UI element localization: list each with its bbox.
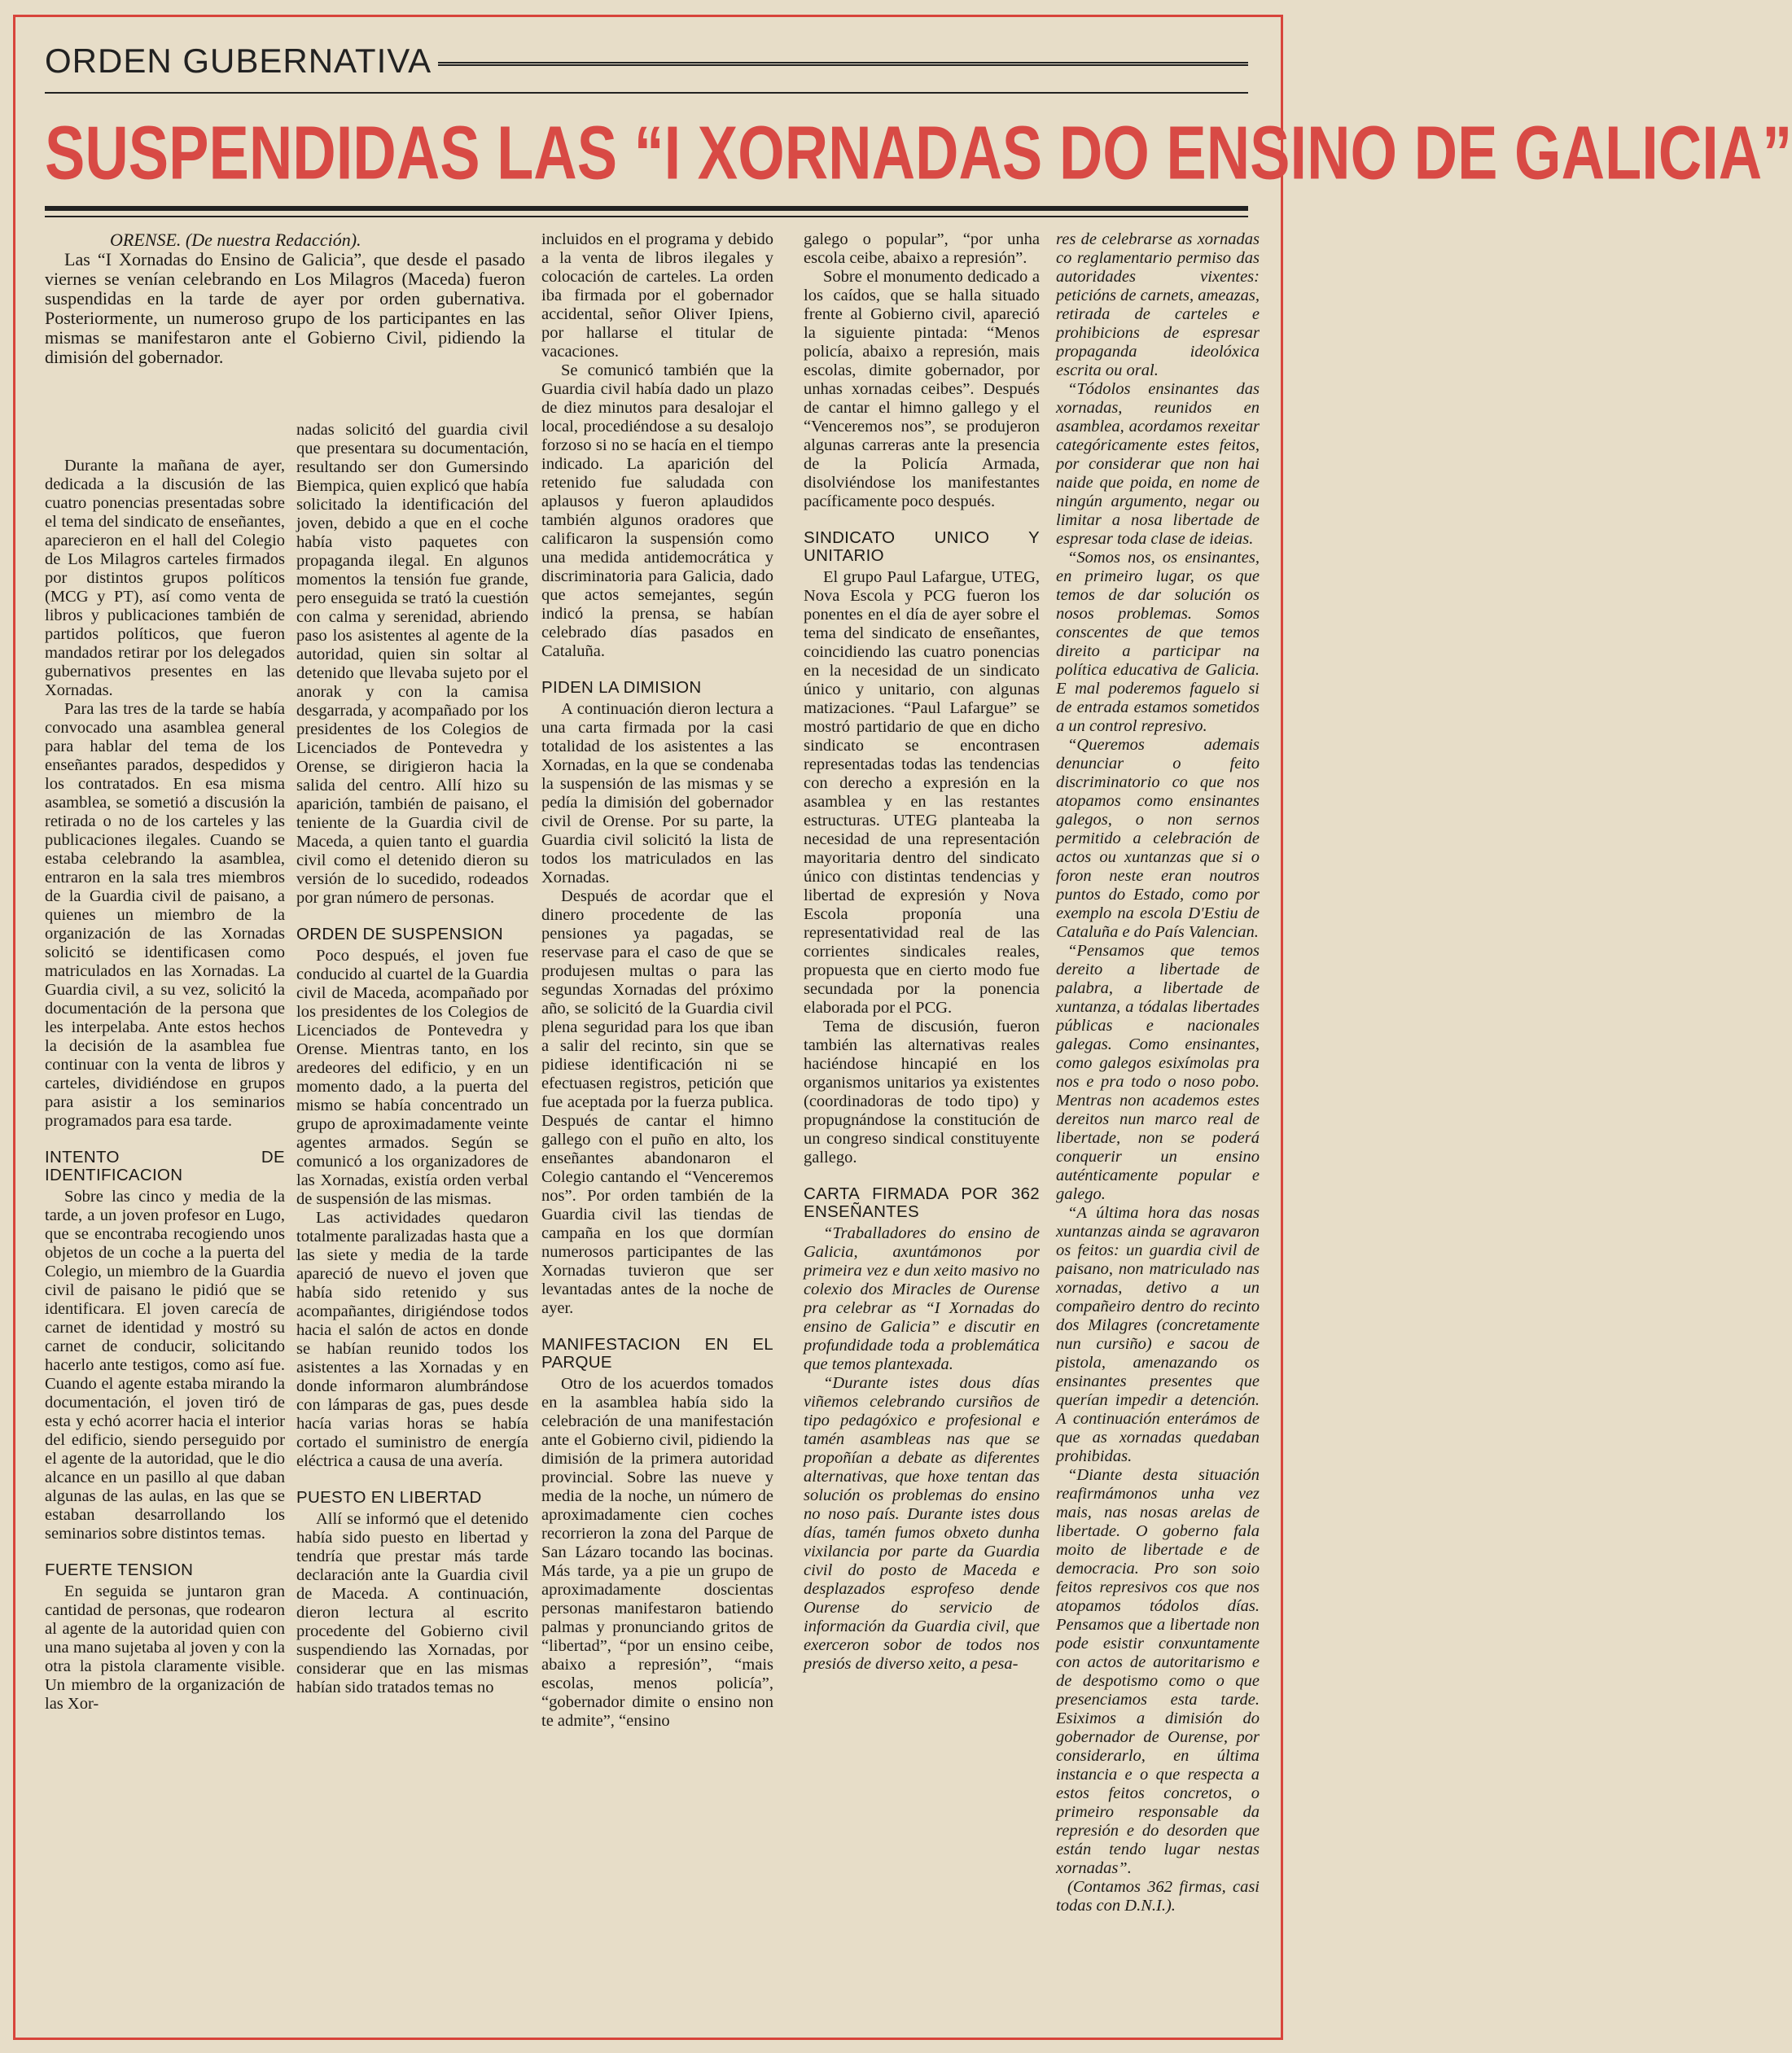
column-1	[45, 457, 285, 2020]
paragraph: A continuación dieron lectura a una carta firmada por la casi totalidad de los asistentes a las Xornadas, en la que se condenaba la suspensión de las mismas y se pedía la dimisión del gobernador civil de Orense. Por su parte, la Guardia civil solicitó la lista de todos los matriculados en las Xornadas.	[541, 700, 773, 886]
paragraph: “Tódolos ensinantes das xornadas, reunidos en asamblea, acordamos rexeitar categóricamente estes feitos, por considerar que non hai naide que poida, en nome de ningún argumento, negar ou limitar a nosa libertade de espresar toda clase de ideias.	[1056, 380, 1260, 548]
paragraph: (Contamos 362 firmas, casi todas con D.N.I.).	[1056, 1878, 1260, 1915]
paragraph: Las actividades quedaron totalmente paralizadas hasta que a las siete y media de la tarde apareció de nuevo el joven que había sido retenido y sus acompañantes, dirigiéndose todos hacia el salón de actos en donde se habían reunido todos los asistentes a las Xornadas y en donde informaron alumbrándose con lámparas de gas, pues desde hacía varias horas se había cortado el suministro de energía eléctrica a causa de una avería.	[296, 1209, 528, 1470]
paragraph: Otro de los acuerdos tomados en la asamblea había sido la celebración de una manifestación ante el Gobierno civil, pidiendo la dimisión de la primera autoridad provincial. Sobre las nueve y media de la noche, un número de aproximadamente cien coches recorrieron la zona del Parque de San Lázaro tocando las bocinas. Más tarde, ya a pie un grupo de aproximadamente doscientas personas manifestaron batiendo palmas y pronunciando gritos de “libertad”, “por un ensino ceibe, abaixo a represión”, “mais escolas, menos policía”, “gobernador dimite o ensino non te admite”, “ensino	[541, 1375, 773, 1730]
paragraph: “A última hora das nosas xuntanzas ainda se agravaron os feitos: un guardia civil de paisano, non matriculado nas xornadas, detivo a un compañeiro dentro do recinto dos Milagres (concretamente nun cursiño) e sacou de pistola, amenazando os ensinantes presentes que querían impedir a detención. A continuación enterámos de que as xornadas quedaban prohibidas.	[1056, 1204, 1260, 1465]
subheading: CARTA FIRMADA POR 362 ENSEÑANTES	[804, 1184, 1040, 1221]
paragraph: “Diante desta situación reafirmámonos unha vez mais, nas nosas arelas de libertade. O goberno fala moito de libertade e de democracia. Pro son soio feitos represivos cos que nos atopamos tódolos días. Pensamos que a libertade non pode esistir conxuntamente con actos de autoritarismo e de despotismo como o que presenciamos esta tarde. Esiximos a dimisión do gobernador de Ourense, por considerarlo, en última instancia e o que respecta a estos feitos concretos, o primeiro responsable da represión e do desorden que están tendo lugar nestas xornadas”.	[1056, 1466, 1260, 1877]
subheading: FUERTE TENSION	[45, 1561, 194, 1579]
column-2	[296, 421, 528, 2020]
subheading: PIDEN LA DIMISION	[541, 678, 702, 697]
headline-rule-thin	[45, 216, 1248, 217]
lead-paragraph	[45, 230, 525, 367]
paragraph: galego o popular”, “por unha escola ceibe, abaixo a represión”.	[804, 230, 1040, 267]
header-divider	[45, 92, 1248, 94]
paragraph: “Durante istes dous días viñemos celebrando cursiños de tipo pedagóxico e profesional e tamén asambleas nas que se propoñían a debate as diferentes alternativas, que hoxe tentan das solución os problemas do ensino no noso país. Durante istes dous días, tamén fumos obxeto dunha vixilancia por parte da Guardia civil do posto de Maceda e desplazados esprofeso dende Ourense do servicio de información da Guardia civil, que exerceron sobor de todos nos presiós de diverso xeito, a pesa-	[804, 1374, 1040, 1673]
subheading: SINDICATO UNICO Y UNITARIO	[804, 528, 1040, 565]
lead-text: Las “I Xornadas do Ensino de Galicia”, que desde el pasado viernes se venían celebrando en Los Milagros (Maceda) fueron suspendidas en la tarde de ayer por orden gubernativa. Posteriormente, un numeroso grupo de los participantes en las mismas se manifestaron ante el Gobierno Civil, pidiendo la dimisión del gobernador.	[45, 249, 525, 367]
paragraph: incluidos en el programa y debido a la venta de libros ilegales y colocación de carteles. La orden iba firmada por el gobernador accidental, señor Oliver Ipiens, por hallarse el titular de vacaciones.	[541, 230, 773, 361]
paragraph: “Pensamos que temos dereito a libertade de palabra, a libertade de xuntanza, a tódalas libertades públicas e nacionales galegas. Como ensinantes, como galegos esixímolas pra nos e pra todo o noso pobo. Mentras non academos estes dereitos nun marco real de libertade, non se poderá conquerir un ensino auténticamente popular e galego.	[1056, 942, 1260, 1203]
headline-rule-thick	[45, 206, 1248, 211]
newspaper-page	[13, 15, 1792, 2040]
paragraph: Durante la mañana de ayer, dedicada a la discusión de las cuatro ponencias presentadas sobre el tema del sindicato de enseñantes, aparecieron en el hall del Colegio de Los Milagros carteles firmados por distintos grupos políticos (MCG y PT), así como venta de libros y publicaciones también de partidos políticos, que fueron mandados retirar por los delegados gubernativos presentes en las Xornadas.	[45, 457, 285, 699]
paragraph: res de celebrarse as xornadas co reglamentario permiso das autoridades vixentes: peticións de carnets, ameazas, retirada de carteles e prohibicions de espresar propaganda ideolóxica escrita ou oral.	[1056, 230, 1260, 379]
paragraph: Se comunicó también que la Guardia civil había dado un plazo de diez minutos para desalojar el local, procediéndose a su desalojo forzoso si no se hacía en el tiempo indicado. La aparición del retenido fue saludada con aplausos y fueron aplaudidos también algunos oradores que calificaron la suspensión como una medida antidemocrática y discriminatoria para Galicia, dado que actos semejantes, según indicó la prensa, se habían celebrado días pasados en Cataluña.	[541, 361, 773, 660]
paragraph: “Traballadores do ensino de Galicia, axuntámonos por primeira vez e dun xeito masivo no colexio dos Miracles de Ourense pra celebrar as “I Xornadas do ensino de Galicia” e discutir en profundidade toda a problemática que temos plantexada.	[804, 1224, 1040, 1373]
paragraph: Tema de discusión, fueron también las alternativas reales haciéndose hincapié en los organismos unitarios ya existentes (coordinadoras de todo tipo) y propugnándose la constitución de un congreso sindical constituyente gallego.	[804, 1018, 1040, 1167]
section-header	[45, 37, 1248, 85]
headline: SUSPENDIDAS LAS “I XORNADAS DO ENSINO DE GALICIA”	[45, 110, 1792, 195]
dateline: ORENSE. (De nuestra Redacción).	[110, 230, 361, 250]
section-label: ORDEN GUBERNATIVA	[45, 42, 432, 80]
paragraph: Allí se informó que el detenido había sido puesto en libertad y tendría que prestar más tarde declaración ante la Guardia civil de Maceda. A continuación, dieron lectura al escrito procedente del Gobierno civil suspendiendo las Xornadas, por considerar que en las mismas habían sido tratados temas no	[296, 1510, 528, 1696]
paragraph: “Somos nos, os ensinantes, en primeiro lugar, os que temos de dar solución os nosos problemas. Somos conscentes de que temos direito a participar na política educativa de Galicia. E mal poderemos faguelo si de entrada estamos sometidos a un control represivo.	[1056, 549, 1260, 735]
subheading: ORDEN DE SUSPENSION	[296, 925, 504, 943]
column-5	[1056, 230, 1260, 2020]
subheading: MANIFESTACION EN EL PARQUE	[541, 1335, 773, 1372]
paragraph: Poco después, el joven fue conducido al cuartel de la Guardia civil de Maceda, acompañado por los presidentes de los Colegios de Licenciados de Pontevedra y Orense. Mientras tanto, en los aredeores del edificio, y en un momento dado, a la puerta del mismo se había concentrado un grupo de aproximadamente veinte agentes armados. Según se comunicó a los organizadores de las Xornadas, existía orden verbal de suspensión de las mismas.	[296, 947, 528, 1208]
subheading: PUESTO EN LIBERTAD	[296, 1488, 482, 1507]
paragraph: nadas solicitó del guardia civil que presentara su documentación, resultando ser don Gumersindo Biempica, quien explicó que había solicitado la identificación del joven, debido a que en el coche había visto paquetes con propaganda ilegal. En algunos momentos la tensión fue grande, pero enseguida se trató la cuestión con calma y serenidad, abriendo paso los asistentes al agente de la autoridad, quien sin soltar al detenido que llevaba sujeto por el anorak y con la camisa desgarrada, y acompañado por los presidentes de los Colegios de Licenciados de Pontevedra y Orense, se dirigieron hacia la salida del centro. Allí hizo su aparición, también de paisano, el teniente de la Guardia civil de Maceda, a quien tanto el guardia civil como el detenido dieron su versión de lo sucedido, rodeados por gran número de personas.	[296, 421, 528, 907]
paragraph: Sobre las cinco y media de la tarde, a un joven profesor en Lugo, que se encontraba recogiendo unos objetos de un coche a la puerta del Colegio, un miembro de la Guardia civil de paisano le pidió que se identificara. El joven carecía de carnet de identidad y mostró su carnet de conducir, solicitando hacerlo ante testigos, como así fue. Cuando el agente estaba mirando la documentación, el joven tiró de esta y echó acorrer hacia el interior del edificio, siendo perseguido por el agente de la autoridad, que le dio alcance en un pasillo al que daban algunas de las aulas, en las que se estaban desarrollando los seminarios sobre distintos temas.	[45, 1188, 285, 1543]
section-rule	[438, 62, 1248, 66]
paragraph: “Queremos ademais denunciar o feito discriminatorio co que nos atopamos como ensinantes galegos, o non sernos permitido a celebración de actos ou xuntanzas que si o foron neste eran noutros puntos do Estado, como por exemplo na escola D'Estiu de Cataluña e do País Valencian.	[1056, 736, 1260, 941]
paragraph: El grupo Paul Lafargue, UTEG, Nova Escola y PCG fueron los ponentes en el día de ayer sobre el tema del sindicato de enseñantes, coincidiendo las cuatro ponencias en la necesidad de un sindicato único y unitario, con algunas matizaciones. “Paul Lafargue” se mostró partidario de que en dicho sindicato se encontrasen representadas todas las tendencias con derecho a expresión en la asamblea y en las restantes estructuras. UTEG planteaba la necesidad de una representación mayoritaria dentro del sindicato único con distintas tendencias y libertad de expresión y Nova Escola proponía una representatividad real de las corrientes sindicales reales, propuesta que en cierto modo fue secundada por la ponencia elaborada por el PCG.	[804, 568, 1040, 1017]
paragraph: Para las tres de la tarde se había convocado una asamblea general para hablar del tema de los enseñantes parados, despedidos y los contratados. En esa misma asamblea, se sometió a discusión la retirada o no de los carteles y las publicaciones ilegales. Cuando se estaba celebrando la asamblea, entraron en la sala tres miembros de la Guardia civil de paisano, a quienes un miembro de la organización de las Xornadas solicitó se identificasen como matriculados en las Xornadas. La Guardia civil, a su vez, solicitó la documentación de la persona que les interpelaba. Ante estos hechos la decisión de la asamblea fue continuar con la venta de libros y carteles, dividiéndose en grupos para asistir a los seminarios programados para esa tarde.	[45, 700, 285, 1130]
column-3	[541, 230, 773, 2020]
subheading: INTENTO DE IDENTIFICACION	[45, 1148, 285, 1184]
paragraph: Después de acordar que el dinero procedente de las pensiones ya pagadas, se reservase para el caso de que se produjesen multas o para las segundas Xornadas del próximo año, se solicitó de la Guardia civil plena seguridad para los que iban a salir del recinto, sin que se pidiese identificación ni se efectuasen registros, petición que fue aceptada por la fuerza publica. Después de cantar el himno gallego con el puño en alto, los enseñantes abandonaron el Colegio cantando el “Venceremos nos”. Por orden también de la Guardia civil las tiendas de campaña en los que dormían numerosos participantes de las Xornadas tuvieron que ser levantadas antes de la noche de ayer.	[541, 887, 773, 1317]
paragraph: Sobre el monumento dedicado a los caídos, que se halla situado frente al Gobierno civil, apareció la siguiente pintada: “Menos policía, abaixo a represión, mais escolas, dimite gobernador, por unhas xornadas ceibes”. Después de cantar el himno gallego y el “Venceremos nos”, se produjeron algunas carreras ante la presencia de la Policía Armada, disolviéndose los manifestantes pacíficamente poco después.	[804, 268, 1040, 510]
column-4	[804, 230, 1040, 2020]
paragraph: En seguida se juntaron gran cantidad de personas, que rodearon al agente de la autoridad quien con una mano sujetaba al joven y con la otra la pistola claramente visible. Un miembro de la organización de las Xor-	[45, 1582, 285, 1713]
